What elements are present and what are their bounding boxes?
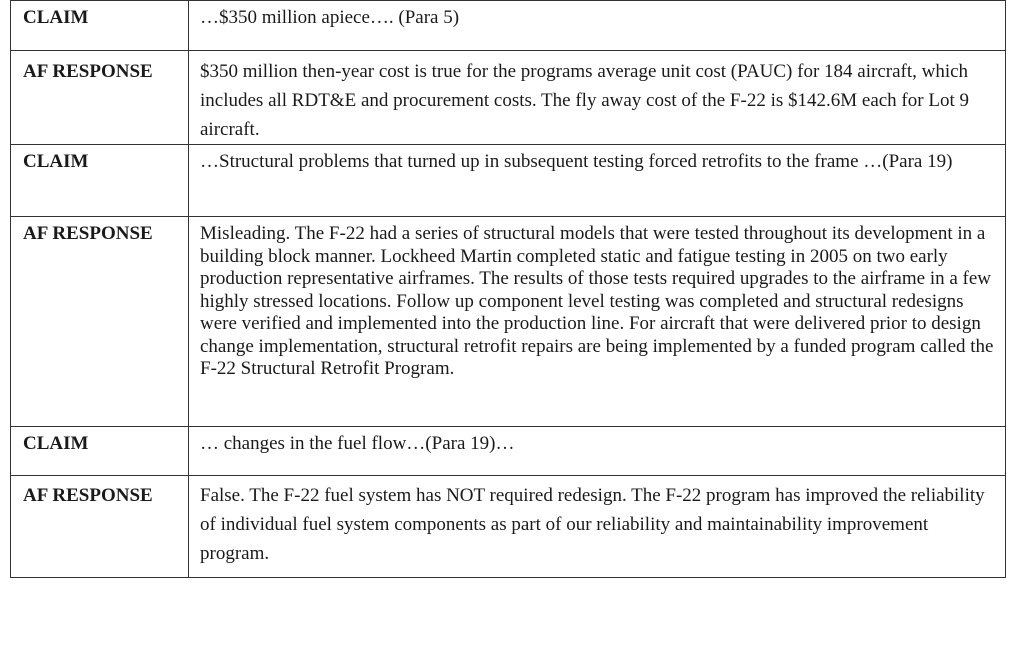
row-label: AF RESPONSE xyxy=(11,476,189,578)
table-row-response xyxy=(11,51,1006,145)
row-text: False. The F-22 fuel system has NOT required redesign. The F-22 program has improved the reliability of individual fuel system components as part of our reliability and maintainability improvement program. xyxy=(189,476,1006,578)
row-label: CLAIM xyxy=(11,1,189,51)
table-row-claim xyxy=(11,427,1006,476)
row-text: …$350 million apiece…. (Para 5) xyxy=(189,1,1006,51)
row-text: …Structural problems that turned up in subsequent testing forced retrofits to the frame …(Para 19) xyxy=(189,145,1006,217)
table-row-claim xyxy=(11,145,1006,217)
row-label: CLAIM xyxy=(11,145,189,217)
table-row-response xyxy=(11,217,1006,427)
row-label: CLAIM xyxy=(11,427,189,476)
row-label: AF RESPONSE xyxy=(11,51,189,145)
row-text: … changes in the fuel flow…(Para 19)… xyxy=(189,427,1006,476)
table-row-response xyxy=(11,476,1006,578)
row-text: Misleading. The F-22 had a series of structural models that were tested throughout its development in a building block manner. Lockheed Martin completed static and fatigue testing in 2005 on two early production representative airframes. The results of those tests required upgrades to the airframe in a few highly stressed locations. Follow up component level testing was completed and structural redesigns were verified and implemented into the production line. For aircraft that were delivered prior to design change implementation, structural retrofit repairs are being implemented by a funded program called the F-22 Structural Retrofit Program. xyxy=(189,217,1006,427)
table-row-claim xyxy=(11,1,1006,51)
row-text: $350 million then-year cost is true for the programs average unit cost (PAUC) for 184 aircraft, which includes all RDT&E and procurement costs. The fly away cost of the F-22 is $142.6M each for Lot 9 aircraft. xyxy=(189,51,1006,145)
row-label: AF RESPONSE xyxy=(11,217,189,427)
claim-response-table xyxy=(10,0,1006,578)
